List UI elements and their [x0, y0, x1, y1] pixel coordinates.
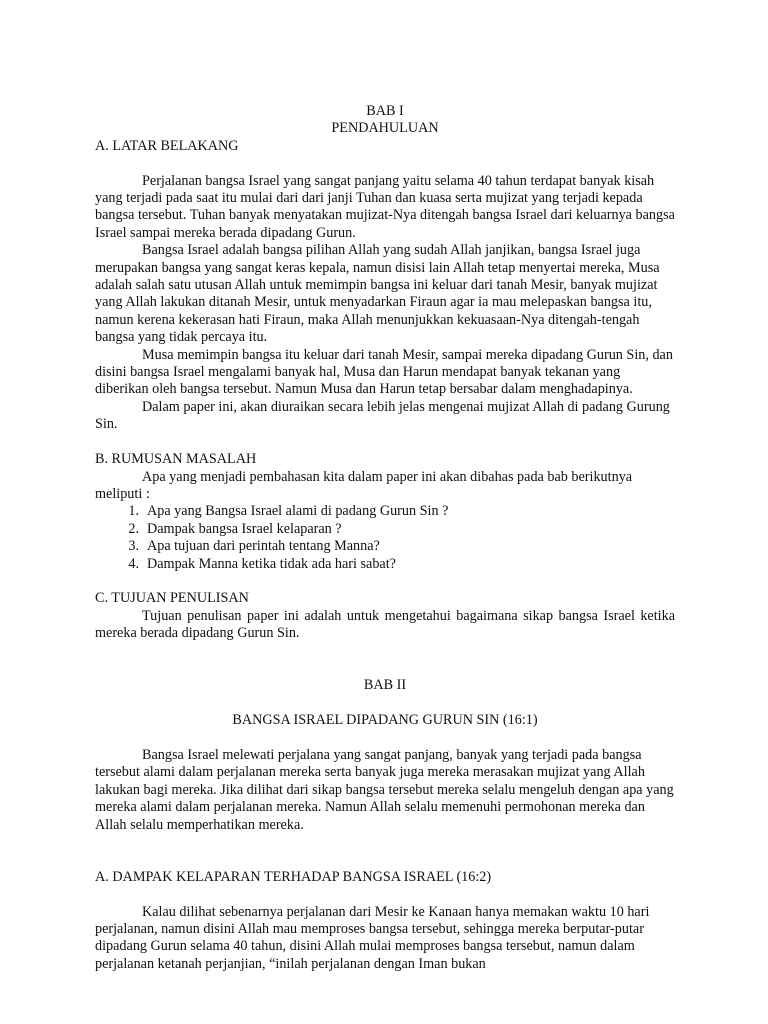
spacer	[95, 643, 675, 660]
spacer	[95, 155, 675, 172]
problem-list	[95, 503, 675, 573]
spacer	[95, 886, 675, 903]
section-a-heading: A. LATAR BELAKANG	[95, 137, 239, 154]
list-item	[95, 521, 675, 538]
paragraph: Tujuan penulisan paper ini adalah untuk mengetahui bagaimana sikap bangsa Israel ketika mereka berada dipadang Gurun Sin.	[95, 607, 675, 642]
list-item-text: Apa yang Bangsa Israel alami di padang Gurun Sin ?	[147, 503, 449, 520]
paragraph: Perjalanan bangsa Israel yang sangat panjang yaitu selama 40 tahun terdapat banyak kisah yang terjadi pada saat itu mulai dari dari janji Tuhan dan kuasa serta mujizat yang terjadi kepada bangsa tersebut. Tuhan banyak menyatakan mujizat-Nya ditengah bangsa Israel dari keluarnya bangsa Israel sampai mereka berada dipadang Gurun.	[95, 172, 675, 241]
chapter-2-title: BAB II	[363, 677, 407, 694]
paragraph: Musa memimpin bangsa itu keluar dari tanah Mesir, sampai mereka dipadang Gurun Sin, dan disini bangsa Israel mengalami banyak hal, Musa dan Harun mendapat banyak tekanan yang diberikan oleh bangsa tersebut. Namun Musa dan Harun tetap bersabar dalam menghadapinya.	[95, 346, 673, 398]
list-item-number: 1.	[128, 503, 139, 520]
spacer	[95, 573, 675, 590]
spacer	[95, 434, 675, 451]
document-content	[95, 103, 675, 973]
chapter-1-subtitle: PENDAHULUAN	[331, 120, 439, 137]
section-b-heading: B. RUMUSAN MASALAH	[95, 451, 257, 468]
paragraph: Dalam paper ini, akan diuraikan secara lebih jelas mengenai mujizat Allah di padang Gurung Sin.	[95, 398, 670, 433]
spacer	[95, 695, 675, 712]
list-item	[95, 538, 675, 555]
spacer	[95, 660, 675, 677]
section-a-heading: A. DAMPAK KELAPARAN TERHADAP BANGSA ISRAEL (16:2)	[95, 868, 492, 885]
paragraph: Bangsa Israel melewati perjalana yang sangat panjang, banyak yang terjadi pada bangsa tersebut alami dalam perjalanan mereka serta banyak juga mereka merasakan mujizat yang Allah lakukan bagi mereka. Jika dilihat dari sikap bangsa tersebut mereka selalu mengeluh dengan apa yang mereka alami dalam perjalanan mereka. Namun Allah selalu memenuhi permohonan mereka dan Allah selalu memperhatikan mereka.	[95, 746, 674, 833]
spacer	[95, 834, 675, 851]
chapter-2-subtitle: BANGSA ISRAEL DIPADANG GURUN SIN (16:1)	[232, 712, 538, 729]
chapter-1-title: BAB I	[366, 103, 404, 119]
list-item-text: Dampak bangsa Israel kelaparan ?	[147, 520, 342, 537]
spacer	[95, 730, 675, 747]
section-b-intro: Apa yang menjadi pembahasan kita dalam paper ini akan dibahas pada bab berikutnya meliputi :	[95, 468, 633, 502]
list-item	[95, 556, 675, 573]
section-c-heading: C. TUJUAN PENULISAN	[95, 590, 249, 607]
list-item-text: Dampak Manna ketika tidak ada hari sabat?	[147, 555, 396, 572]
list-item	[95, 503, 675, 520]
list-item-number: 4.	[128, 555, 139, 572]
list-item-number: 3.	[128, 538, 139, 555]
list-item-text: Apa tujuan dari perintah tentang Manna?	[147, 538, 380, 555]
spacer	[95, 851, 675, 868]
paragraph: Bangsa Israel adalah bangsa pilihan Allah yang sudah Allah janjikan, bangsa Israel juga merupakan bangsa yang sangat keras kepala, namun disisi lain Allah tetap menyertai mereka, Musa adalah salah satu utusan Allah untuk memimpin bangsa ini keluar dari tanah Mesir, banyak mujizat yang Allah lakukan ditanah Mesir, untuk menyadarkan Firaun agar ia mau melepaskan bangsa itu, namun kerena kekerasan hati Firaun, maka Allah menunjukkan kekuasaan-Nya ditengah-tengah bangsa yang tidak percaya itu.	[95, 242, 660, 346]
paragraph: Kalau dilihat sebenarnya perjalanan dari Mesir ke Kanaan hanya memakan waktu 10 hari perjalanan, namun disini Allah mau memproses bangsa tersebut, sehingga mereka berputar-putar dipadang Gurun selama 40 tahun, disini Allah mulai memproses bangsa tersebut, namun dalam perjalanan ketanah perjanjian, “inilah perjalanan dengan Iman bukan	[95, 903, 650, 972]
list-item-number: 2.	[128, 520, 139, 537]
